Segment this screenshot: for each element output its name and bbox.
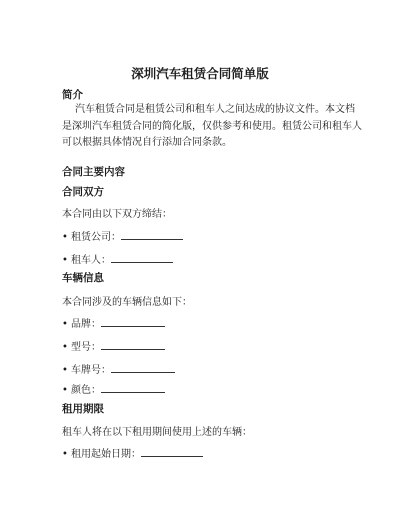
party-company-blank (121, 238, 183, 240)
vehicle-brand-blank (101, 325, 165, 327)
vehicle-plate-label: 车牌号： (71, 365, 111, 376)
main-content-heading: 合同主要内容 (62, 166, 125, 178)
party-renter-blank (111, 261, 173, 263)
vehicle-plate-line (62, 361, 175, 376)
vehicle-intro: 本合同涉及的车辆信息如下： (62, 297, 192, 308)
party-renter-line (62, 251, 173, 266)
bullet-marker: • (62, 365, 68, 376)
term-start-blank (141, 455, 203, 457)
vehicle-heading: 车辆信息 (62, 272, 104, 284)
vehicle-brand-label: 品牌： (71, 319, 101, 330)
parties-heading: 合同双方 (62, 186, 104, 198)
party-renter-label: 租车人： (71, 255, 111, 266)
bullet-marker: • (62, 342, 68, 353)
bullet-marker: • (62, 385, 68, 396)
bullet-marker: • (62, 232, 68, 243)
vehicle-model-label: 型号： (71, 342, 101, 353)
vehicle-plate-blank (111, 371, 175, 373)
bullet-marker: • (62, 449, 68, 460)
vehicle-color-blank (101, 391, 165, 393)
vehicle-brand-line (62, 315, 165, 330)
term-intro: 租车人将在以下租用期间使用上述的车辆： (62, 427, 252, 438)
bullet-marker: • (62, 255, 68, 266)
intro-text: 汽车租赁合同是租赁公司和租车人之间达成的协议文件。本文档是深圳汽车租赁合同的简化版，仅供参考和使用。租赁公司和租车人可以根据具体情况自行添加合同条款。 (62, 104, 362, 148)
bullet-marker: • (62, 319, 68, 330)
parties-intro: 本合同由以下双方缔结： (62, 209, 172, 220)
party-company-line (62, 228, 183, 243)
vehicle-model-line (62, 338, 165, 353)
intro-heading: 简介 (62, 89, 83, 101)
term-start-label: 租用起始日期： (71, 449, 141, 460)
party-company-label: 租赁公司： (71, 232, 121, 243)
term-heading: 租用期限 (62, 403, 104, 415)
document-title: 深圳汽车租赁合同简单版 (131, 66, 269, 81)
vehicle-color-line (62, 381, 165, 396)
intro-paragraph (62, 102, 362, 152)
term-start-line (62, 445, 203, 460)
vehicle-model-blank (101, 348, 165, 350)
vehicle-color-label: 颜色： (71, 385, 101, 396)
